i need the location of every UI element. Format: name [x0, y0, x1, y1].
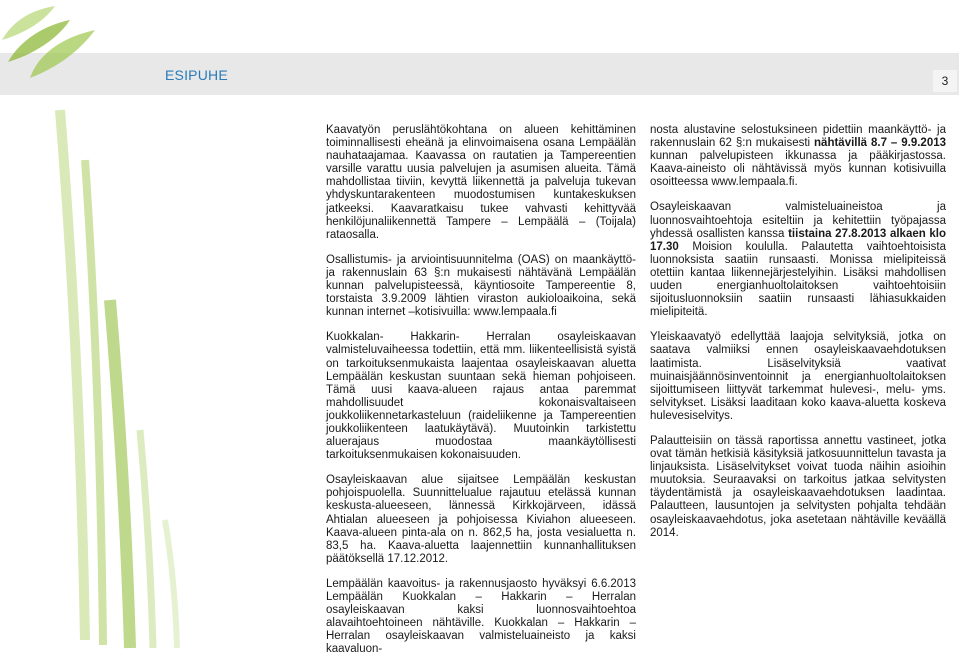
paragraph-display — [650, 124, 946, 189]
paragraph-oas: Osallistumis- ja arviointisuunnitelma (OAS) on maankäyttö- ja rakennuslain 63 §:n mukaisesti nähtävänä Lempäälän kunnan palvelupisteessä, käyntiosoite Tampereentie 8, torstaista 3.9.2009 lähtien viraston aukioloaikoina, sekä kunnan internet –kotisivuilla: www.lempaala.fi — [326, 253, 636, 319]
text-column-left — [326, 124, 636, 668]
text-column-right — [650, 124, 946, 552]
text-run: Osayleiskaavan valmisteluaineistoa ja luonnosvaihtoehtoja esiteltiin ja kehitettiin työpajassa yhdessä osallisten kanssa — [650, 201, 946, 240]
paragraph-studies: Yleiskaavatyö edellyttää laajoja selvityksiä, jotka on saatava valmiiksi ennen osayleiskaavaehdotuksen laatimista. Lisäselvityksiä vaativat muinaisjäännösinventoinnit ja energianhuoltolaitoksen sijoittumiseen liittyvät tarkemmat hulevesi-, melu- yms. selvitykset. Lisäksi laaditaan koko kaava-aluetta koskeva hulevesiselvitys. — [650, 331, 946, 422]
text-run: Moision koululla. Palautetta vaihtoehtoisista luonnoksista saatiin runsaasti. Monissa mielipiteissä otettiin kantaa liikennejärjestelyihin. Lisäksi mahdollisen uuden energianhuoltolaitoksen vaihtoehtoisiin sijoitusluonnoksiin saatiin runsaasti lähiasukkaiden mielipiteitä. — [650, 240, 946, 319]
paragraph-feedback: Palautteisiin on tässä raportissa annettu vastineet, jotka ovat tämän hetkisiä käsityksiä jatkosuunnittelun tavasta ja linjauksista. Lisäselvitykset voivat tuoda näihin asioihin muutoksia. Seuraavaksi on tarkoitus jatkaa selvitysten täydentämistä ja osayleiskaavaehdotuksen laadintaa. Palautteen, lausuntojen ja selvitysten pohjalta tehdään osayleiskaavaehdotus, joka asetetaan nähtäville keväällä 2014. — [650, 434, 946, 539]
paragraph-area-extension: Kuokkalan- Hakkarin- Herralan osayleiskaavan valmisteluvaiheessa todettiin, että mm. liikenteellisistä syistä on tarkoituksenmukaista laajentaa osayleiskaavan aluetta Lempäälän keskustan suuntaan sekä hieman pohjoiseen. Tämä uusi kaava-alueen rajaus antaa paremmat mahdollisuudet kokonaisvaltaiseen joukkoliikennetarkasteluun (raideliikenne ja Tampereentien joukkoliikenteen laatukäytävä). Muutoinkin tarkistettu aluerajaus muodostaa maankäytöllisesti tarkoituksenmukaisen kokonaisuuden. — [326, 331, 636, 462]
paragraph-intro: Kaavatyön peruslähtökohtana on alueen kehittäminen toiminnallisesti eheänä ja elinvoimaisena osana Lempäälän nauhataajamaa. Kaavassa on rautatien ja Tampereentien varsille varattu uusia palvelujen ja asumisen alueita. Tämä mahdollistaa tiiviin, kevyttä liikennettä ja palveluja tukevan yhdyskuntarakenteen muodostumisen kuntakeskuksen jatkeeksi. Kaavaratkaisu tukee vahvasti kehittyvää henkilöjunaliikennettä Tampere – Lempäälä – (Toijala) rataosalla. — [326, 124, 636, 241]
section-title: ESIPUHE — [165, 67, 228, 83]
paragraph-location: Osayleiskaavan alue sijaitsee Lempäälän keskustan pohjoispuolella. Suunnittelualue rajautuu etelässä kunnan keskusta-alueeseen, lännessä Kirkkojärveen, idässä Ahtialan alueeseen ja pohjoisessa Kiviahon alueeseen. Kaava-alueen pinta-ala on n. 862,5 ha, josta vesialuetta n. 83,5 ha. Kaava-aluetta laajennettiin kunnanhallituksen päätöksellä 17.12.2012. — [326, 474, 636, 565]
page-number: 3 — [933, 70, 957, 92]
highlight-dates: nähtävillä 8.7 – 9.9.2013 — [814, 137, 947, 150]
text-run: nosta alustavine selostuksineen pidettiin maankäyttö- ja rakennuslain 62 §:n mukaisesti — [650, 124, 946, 150]
highlight-workshop-date: tiistaina 27.8.2013 alkaen klo 17.30 — [650, 227, 946, 253]
text-run: kunnan palvelupisteen ikkunassa ja pääkirjastossa. Kaava-aineisto oli nähtävissä myös kunnan kotisivuilla osoitteessa www.lempaala.fi. — [650, 150, 946, 189]
header-bar — [0, 53, 959, 95]
decorative-stripes — [55, 100, 225, 650]
paragraph-approval: Lempäälän kaavoitus- ja rakennusjaosto hyväksyi 6.6.2013 Lempäälän Kuokkalan – Hakkarin – Herralan osayleiskaavan kaksi luonnosvaihtoehtoa alavaihtoehtoineen nähtäville. Kuokkalan – Hakkarin – Herralan osayleiskaavan valmisteluaineisto ja kaksi kaavaluon- — [326, 577, 636, 656]
leaf-logo — [0, 0, 110, 80]
paragraph-workshop — [650, 201, 946, 319]
